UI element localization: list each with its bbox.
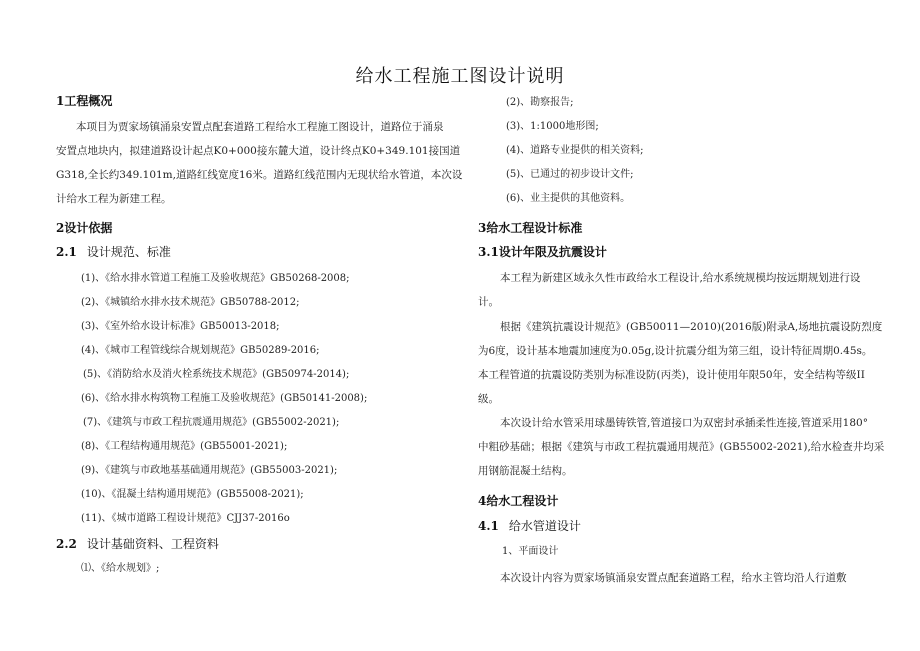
section-3-1-paragraph-line: 本工程管道的抗震设防类别为标准设防(丙类)，设计使用年限50年，安全结构等级II bbox=[478, 369, 865, 381]
section-4-1-paragraph-line: 本次设计内容为贾家场镇涌泉安置点配套道路工程，给水主管均沿人行道敷 bbox=[500, 572, 847, 584]
section-1-paragraph-line: G318,全长约349.101m,道路红线宽度16米。道路红线范围内无现状给水管道，本次设 bbox=[56, 169, 463, 181]
section-2-1-number: 2.1 bbox=[56, 245, 77, 259]
reference-list-item: (2)、勘察报告; bbox=[506, 97, 574, 108]
section-3-1-paragraph-line: 级。 bbox=[478, 393, 499, 405]
standard-list-item: (11)、《城市道路工程设计规范》CJJ37-2016o bbox=[81, 513, 290, 524]
standard-list-item: (10)、《混凝土结构通用规范》(GB55008-2021); bbox=[81, 489, 304, 500]
reference-list-item: (3)、1:1000地形图; bbox=[506, 121, 599, 132]
standard-list-item: (6)、《给水排水构筑物工程施工及验收规范》(GB50141-2008); bbox=[81, 393, 368, 404]
standard-list-item: (9)、《建筑与市政地基基础通用规范》(GB55003-2021); bbox=[81, 465, 338, 476]
section-4-heading: 4给水工程设计 bbox=[478, 494, 559, 508]
reference-list-item: ⑴、《给水规划》; bbox=[81, 563, 160, 574]
section-1-paragraph-line: 本项目为贾家场镇涌泉安置点配套道路工程给水工程施工图设计，道路位于涌泉 bbox=[76, 121, 444, 133]
section-4-1-heading bbox=[478, 519, 581, 533]
reference-list-item: (4)、道路专业提供的相关资料; bbox=[506, 145, 644, 156]
section-2-2-number: 2.2 bbox=[56, 537, 77, 551]
section-3-1-paragraph-line: 计。 bbox=[478, 296, 499, 308]
standard-list-item: (4)、《城市工程管线综合规划规范》GB50289-2016; bbox=[81, 345, 320, 356]
section-3-1-paragraph-line: 本次设计给水管采用球墨铸铁管,管道接口为双密封承插柔性连接,管道采用180° bbox=[500, 417, 868, 429]
section-3-1-paragraph-line: 为6度，设计基本地震加速度为0.05g,设计抗震分组为第三组，设计特征周期0.45s。 bbox=[478, 345, 873, 357]
standard-list-item: (3)、《室外给水设计标准》GB50013-2018; bbox=[81, 321, 280, 332]
section-3-1-paragraph-line: 根据《建筑抗震设计规范》(GB50011—2010)(2016版)附录A,场地抗震设防烈度 bbox=[500, 321, 883, 333]
reference-list-item: (5)、已通过的初步设计文件; bbox=[506, 169, 634, 180]
section-3-1-heading: 3.1设计年限及抗震设计 bbox=[478, 245, 607, 259]
reference-list-item: (6)、业主提供的其他资料。 bbox=[506, 193, 631, 204]
section-3-1-paragraph-line: 中粗砂基础；根据《建筑与市政工程抗震通用规范》(GB55002-2021),给水检查井均采 bbox=[478, 441, 885, 453]
standard-list-item: (1)、《给水排水管道工程施工及验收规范》GB50268-2008; bbox=[81, 273, 350, 284]
document-title: 给水工程施工图设计说明 bbox=[355, 66, 565, 87]
section-2-1-heading bbox=[56, 245, 171, 259]
section-1-paragraph-line: 安置点地块内，拟建道路设计起点K0+000接东麓大道，设计终点K0+349.101接国道 bbox=[56, 145, 461, 157]
standard-list-item: (5)、《消防给水及消火栓系统技术规范》(GB50974-2014); bbox=[83, 369, 350, 380]
section-3-1-paragraph-line: 用钢筋混凝土结构。 bbox=[478, 465, 573, 477]
section-1-heading: 1工程概况 bbox=[56, 94, 113, 108]
standard-list-item: (8)、《工程结构通用规范》(GB55001-2021); bbox=[81, 441, 288, 452]
section-2-1-title: 设计规范、标准 bbox=[86, 245, 171, 259]
standard-list-item: (7)、《建筑与市政工程抗震通用规范》(GB55002-2021); bbox=[83, 417, 340, 428]
section-2-2-title: 设计基础资料、工程资料 bbox=[86, 537, 219, 551]
section-1-paragraph-line: 计给水工程为新建工程。 bbox=[56, 193, 172, 205]
section-4-1-title: 给水管道设计 bbox=[508, 519, 581, 533]
section-2-2-heading bbox=[56, 537, 219, 551]
section-3-1-paragraph-line: 本工程为新建区域永久性市政给水工程设计,给水系统规模均按远期规划进行设 bbox=[500, 272, 861, 284]
section-4-1-number: 4.1 bbox=[478, 519, 499, 533]
section-2-heading: 2设计依据 bbox=[56, 221, 113, 235]
section-3-heading: 3给水工程设计标准 bbox=[478, 221, 583, 235]
section-4-1-subheading: 1、平面设计 bbox=[502, 546, 559, 557]
standard-list-item: (2)、《城镇给水排水技术规范》GB50788-2012; bbox=[81, 297, 300, 308]
